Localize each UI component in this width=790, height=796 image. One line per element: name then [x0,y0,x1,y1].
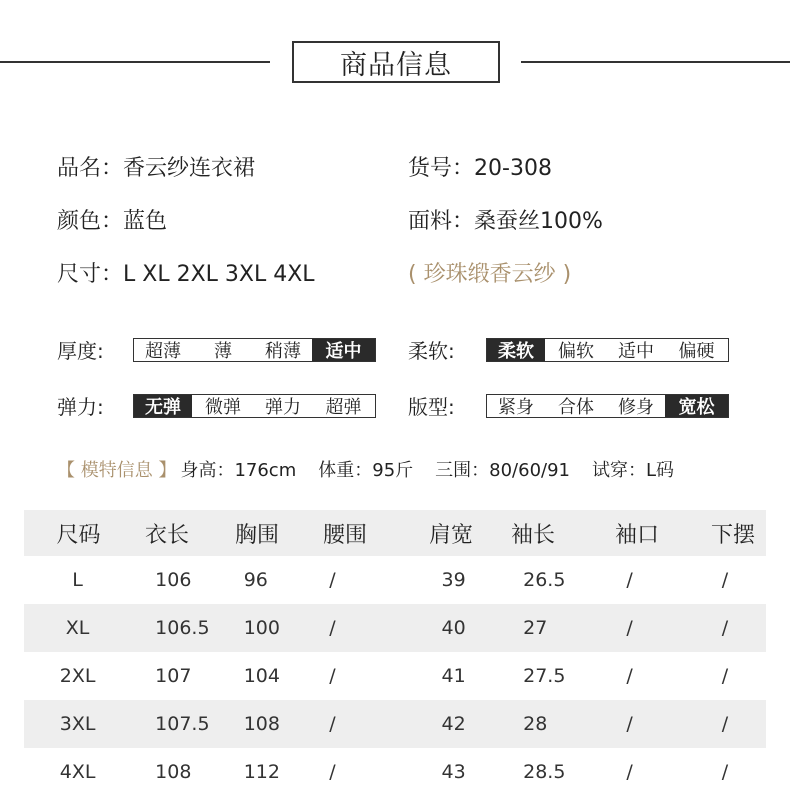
scale-option: 微弹 [205,397,241,418]
table-cell: / [626,761,633,783]
color-row [57,208,167,236]
scale-option: 修身 [618,397,654,418]
size-value: L XL 2XL 3XL 4XL [123,262,315,287]
table-cell: 40 [441,617,466,639]
table-cell: 27.5 [523,665,566,687]
header-rule-left [0,61,270,63]
scale-option: 紧身 [498,397,534,418]
table-cell: / [329,617,336,639]
table-cell: 43 [441,761,466,783]
table-cell: 39 [441,569,466,591]
table-cell: / [721,665,729,687]
table-cell: / [721,617,729,639]
table-cell: 96 [243,569,268,591]
scale-option: 宽松 [665,395,728,417]
header-rule-right [521,61,790,63]
elasticity-scale [133,394,376,418]
scale-option: 柔软 [487,339,545,361]
table-cell: 112 [243,761,280,783]
model-info [57,458,674,484]
table-cell: 108 [155,761,192,783]
scale-option: 薄 [214,341,232,362]
table-header-cell: 尺码 [56,522,101,548]
color-label: 颜色： [57,209,124,234]
softness-scale [486,338,729,362]
table-header-cell: 袖口 [615,522,660,548]
scale-option: 合体 [558,397,594,418]
table-cell: 106.5 [155,617,210,639]
product-name-row [57,155,255,183]
table-header-cell: 下摆 [711,522,756,548]
scale-option: 无弹 [134,395,192,417]
table-cell: / [626,713,633,735]
table-cell: / [721,569,729,591]
scale-option: 适中 [312,339,375,361]
fabric-label: 面料： [408,209,475,234]
table-row [24,700,766,748]
model-height: 身高：176cm [180,460,297,481]
fabric-row [408,208,603,236]
section-title: 商品信息 [292,41,500,83]
table-cell: 100 [243,617,280,639]
table-cell: 27 [523,617,548,639]
table-header-cell: 衣长 [145,522,190,548]
table-cell: / [329,665,336,687]
elasticity-label: 弹力: [57,395,104,419]
table-cell: 28.5 [523,761,566,783]
table-cell: / [626,617,633,639]
table-cell: / [721,761,729,783]
scale-option: 适中 [618,341,654,362]
table-cell: / [329,761,336,783]
table-header-cell: 胸围 [235,522,280,548]
table-cell: 4XL [59,761,96,783]
color-value: 蓝色 [123,209,168,234]
table-row [24,652,766,700]
table-cell: / [721,713,729,735]
table-cell: / [329,569,336,591]
table-header-row [24,510,766,556]
scale-option: 偏硬 [678,341,715,362]
table-cell: / [626,665,633,687]
table-cell: 106 [155,569,192,591]
fabric-note: ( 珍珠缎香云纱 ) [408,262,572,287]
table-cell: 42 [441,713,466,735]
scale-option: 稍薄 [265,341,301,362]
table-cell: 2XL [59,665,96,687]
table-cell: / [329,713,336,735]
size-table [24,510,766,796]
table-header-cell: 袖长 [511,522,556,548]
table-row [24,556,766,604]
thickness-scale [133,338,376,362]
product-name-label: 品名： [57,156,124,181]
softness-label: 柔软: [408,339,455,363]
fabric-value: 桑蚕丝100% [474,209,603,234]
table-header-cell: 肩宽 [429,522,474,548]
scale-option: 超弹 [325,397,362,418]
table-row [24,604,766,652]
model-measurements: 三围：80/60/91 [435,460,570,481]
table-cell: 26.5 [523,569,566,591]
sku-label: 货号： [408,156,475,181]
sku-row [408,155,552,183]
thickness-label: 厚度: [57,339,104,363]
size-label: 尺寸： [57,262,124,287]
scale-option: 弹力 [265,397,301,418]
model-info-tag: 【 模特信息 】 [57,460,177,481]
table-cell: 104 [243,665,280,687]
fit-scale [486,394,729,418]
sku-value: 20-308 [474,156,552,181]
model-weight: 体重：95斤 [318,460,414,481]
table-cell: 107 [155,665,192,687]
table-cell: L [72,569,83,591]
table-cell: XL [65,617,90,639]
scale-option: 超薄 [145,341,181,362]
product-name-value: 香云纱连衣裙 [123,156,256,181]
table-header-cell: 腰围 [323,522,368,548]
model-trial-size: 试穿：L码 [592,460,675,481]
table-cell: / [626,569,633,591]
table-cell: 107.5 [155,713,210,735]
table-row [24,748,766,796]
scale-option: 偏软 [558,341,594,362]
fit-label: 版型: [408,395,455,419]
table-cell: 108 [243,713,280,735]
size-row [57,261,315,289]
table-cell: 28 [523,713,548,735]
table-cell: 41 [441,665,466,687]
table-cell: 3XL [59,713,96,735]
